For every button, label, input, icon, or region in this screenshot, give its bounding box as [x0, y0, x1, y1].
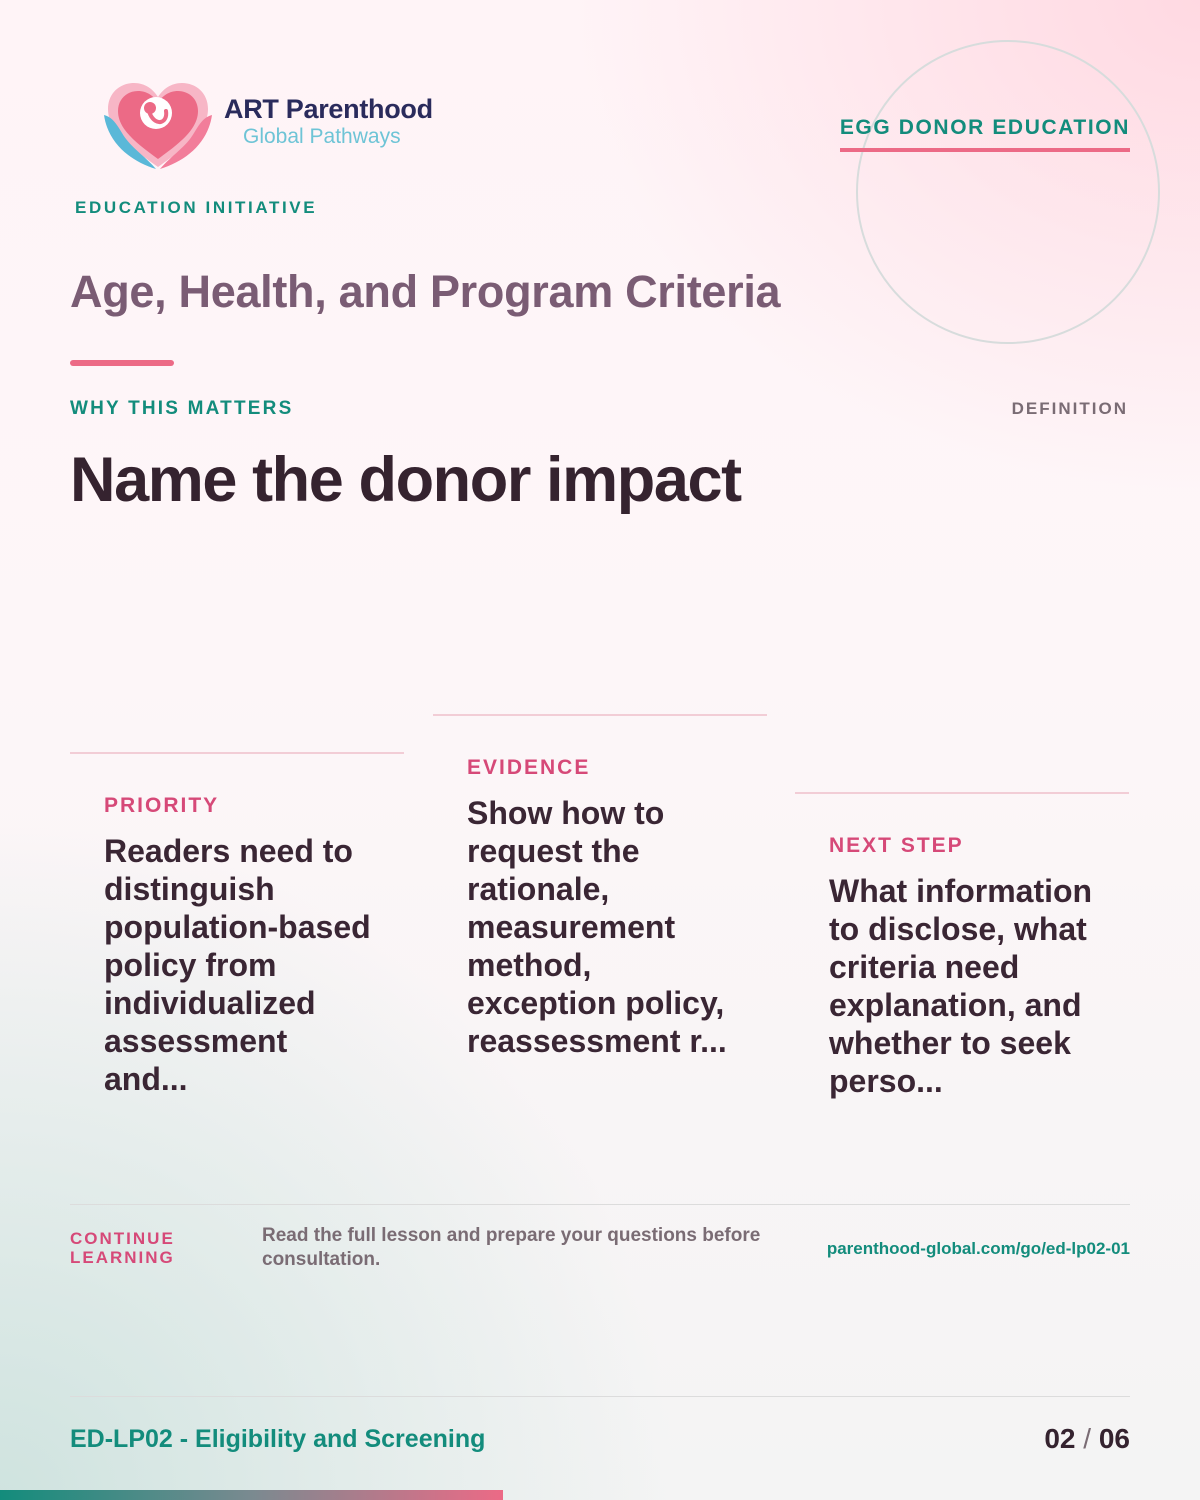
brand-logo [100, 75, 216, 173]
decorative-circle [856, 40, 1160, 344]
brand-name: ART Parenthood [224, 94, 433, 124]
brand-subtitle: Global Pathways [243, 125, 401, 148]
card-next-step [795, 792, 1129, 1100]
card-text: Show how to request the rationale, measurement method, exception policy, reassessment r... [467, 795, 727, 1059]
definition-label: DEFINITION [1011, 399, 1128, 418]
card-priority [70, 752, 404, 1098]
progress-bar [0, 1490, 503, 1500]
divider [70, 1204, 1130, 1205]
continue-text: Read the full lesson and prepare your questions before consultation. [262, 1225, 761, 1270]
module-name: ED-LP02 - Eligibility and Screening [70, 1425, 486, 1453]
section-kicker: EDUCATION INITIATIVE [75, 198, 318, 217]
page-counter [1044, 1423, 1130, 1455]
lesson-link[interactable]: parenthood-global.com/go/ed-lp02-01 [826, 1239, 1130, 1258]
title-underline [70, 360, 174, 366]
card-text: What information to disclose, what criteria need explanation, and whether to seek perso... [829, 873, 1093, 1099]
continue-label: CONTINUE LEARNING [70, 1229, 175, 1267]
divider [70, 1396, 1130, 1397]
why-label: WHY THIS MATTERS [70, 398, 294, 419]
page-total: 06 [1098, 1423, 1130, 1454]
card-label: EVIDENCE [467, 756, 591, 779]
page-title: Age, Health, and Program Criteria [70, 266, 781, 317]
card-label: NEXT STEP [829, 834, 964, 857]
page-separator: / [1083, 1423, 1092, 1454]
category-tag: EGG DONOR EDUCATION [840, 116, 1130, 152]
card-text: Readers need to distinguish population-based policy from individualized assessment and... [104, 833, 371, 1097]
card-evidence [433, 714, 767, 1060]
card-label: PRIORITY [104, 794, 220, 817]
page-current: 02 [1044, 1423, 1076, 1454]
heart-hands-baby-icon [100, 75, 216, 173]
headline: Name the donor impact [70, 445, 741, 515]
